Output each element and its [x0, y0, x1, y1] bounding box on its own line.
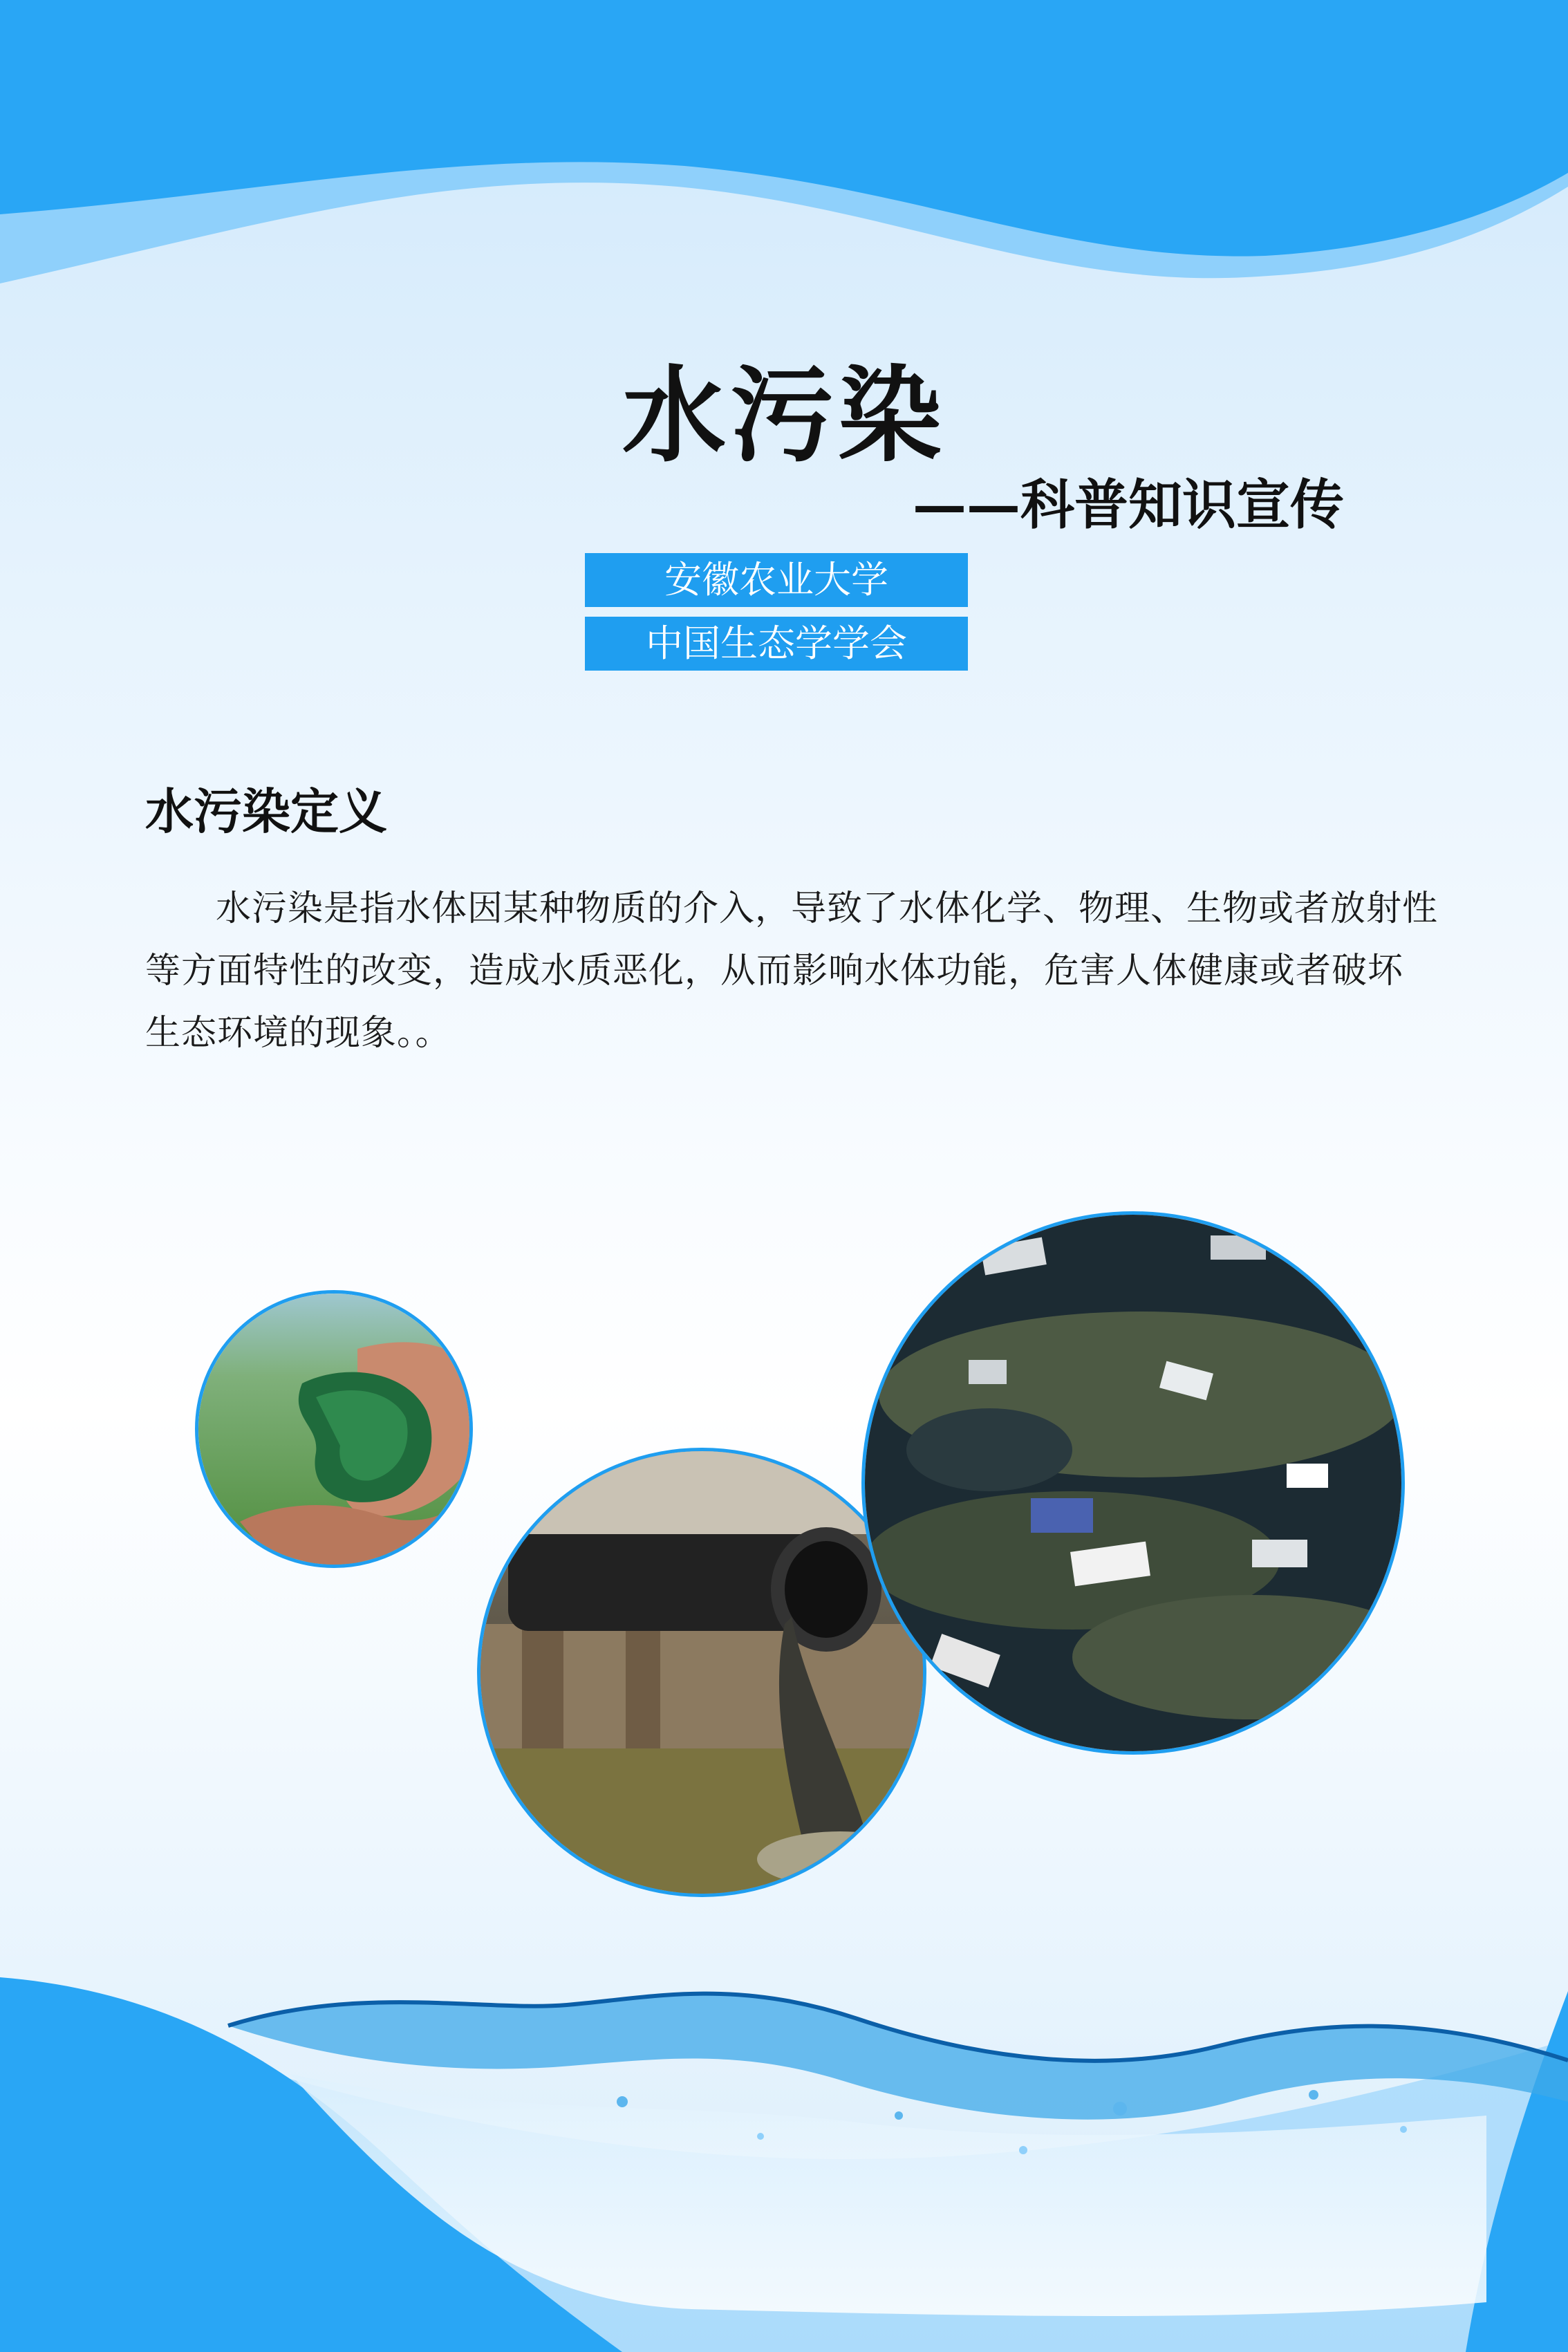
section-heading: 水污染定义 — [145, 783, 387, 840]
page-title: 水污染 — [622, 355, 946, 476]
organization-label-1: 安徽农业大学 — [585, 553, 968, 607]
floating-garbage-image — [865, 1215, 1405, 1755]
page-subtitle: ——科普知识宣传 — [913, 474, 1345, 536]
algae-hands-image — [198, 1294, 473, 1568]
sewage-pipe-image — [480, 1451, 926, 1897]
section-body-text: 水污染是指水体因某种物质的介入，导致了水体化学、物理、生物或者放射性等方面特性的改变，造成水质恶化，从而影响水体功能，危害人体健康或者破坏生态环境的现象。。 — [145, 888, 1439, 1054]
sewage-pipe-photo — [477, 1448, 926, 1897]
algae-hands-photo — [195, 1290, 473, 1568]
organization-label-2: 中国生态学学会 — [585, 617, 968, 671]
floating-garbage-photo — [861, 1211, 1405, 1755]
